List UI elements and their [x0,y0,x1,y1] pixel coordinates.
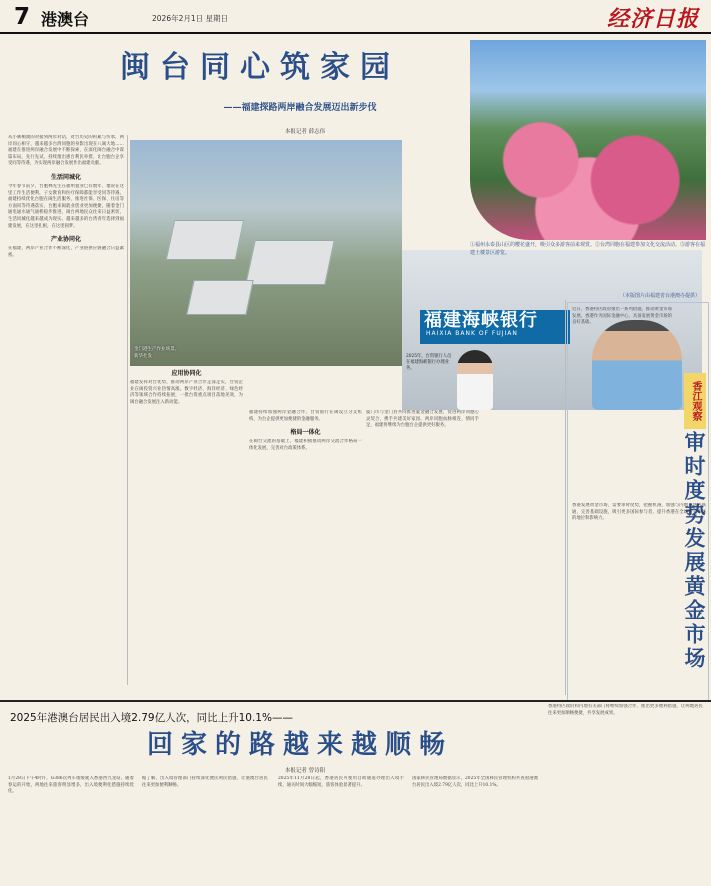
port-photo [130,140,402,366]
article-body: 在闽台交流的基础上，福建积极推动两岸交流合作格局一体化发展，完善对台政策体系。 [249,439,362,451]
commentary-continued: 香港特区政府和内地有关部门将继续加强合作，推出更多便利措施，让两地居民往来更加顺畅便捷，共享发展成果。 [548,704,703,716]
article-body: 福建发挥对台优势，推动两岸产业合作走深走实，台资企业在闽投资兴业热情高涨。数字经济、海洋经济、绿色经济等领域合作持续拓展，一批台资重点项目落地见效，为闽台融合发展注入新动能。 [130,380,243,405]
column-divider [127,135,128,685]
section-subhead: 生活同城化 [50,173,81,181]
column-divider [565,300,566,695]
section-subhead: 应用协同化 [171,370,202,377]
photo-caption: 2025年，台资银行人员在福建海峡银行办理业务。 [406,354,452,372]
page-number: 7 [14,4,31,30]
article-body: 厦门市与金门县共同推进厦金融合发展，促进两岸同胞心灵契合，携手共建美好家园。两岸同胞血脉相连、情同手足，福建将继续为台胞台企提供更好服务。 [366,410,479,429]
photo-caption: 金门港生产作业场景。新华社发 [134,347,179,359]
bank-sign-text: 福建海峡银行 [424,310,538,331]
page-header [0,0,711,34]
warehouse-roof [245,240,335,285]
issue-date: 2026年2月1日 星期日 [152,14,229,23]
bank-sign-english: HAIXIA BANK OF FUJIAN [426,330,518,337]
article-body: 福建持续加强两岸金融合作，台资银行在闽设立分支机构，为台企提供更加便捷的金融服务。 [249,410,362,422]
flowers-caption-box [470,242,706,300]
article-column-4 [366,410,479,682]
commentary-title: 审时度势发展黄金市场 [682,431,707,671]
bottom-column: 国家移民管理局数据显示，2025年全国移民管理机构共查验港澳台居民出入境2.79亿人次，同比上升10.1%。 [412,776,538,788]
warehouse-roof [186,280,253,315]
person-figure [457,350,493,410]
column-tag: 香江观察 [684,373,706,429]
newspaper-masthead: 经济日报 [606,6,699,32]
photo-credit: （本版图片由福建省台港澳办提供） [619,293,700,299]
commentary-body: 近日，香港特区政府推出一系列措施，推动黄金市场发展。香港作为国际金融中心，具备发展黄金市场的良好基础。 [572,307,672,326]
bottom-kicker: 2025年港澳台居民出入境2.79亿人次，同比上升10.1%—— [10,712,293,724]
bottom-column: 1月28日下午4时许，G386次列车缓缓驶入香港西九龙站。随着春运的开始，两地往来旅客明显增多，出入境便利化措施持续优化。 [8,776,134,795]
bottom-column: 2025年11月28日起，香港居民可使用自助通道办理出入境手续，通关时间大幅缩短，旅客体验显著提升。 [278,776,404,788]
bottom-column: 据了解，出入境管理部门持续深化便民利民措施，让港澳台居民往来更加便利顺畅。 [142,776,268,788]
commentary-box [567,302,709,702]
article-body: 在福建，两岸产业合作不断深化，产业链供应链融合日益紧密。 [8,246,124,258]
bottom-byline: 本报记者 曾诗阳 [284,768,326,774]
flowers-photo [470,40,706,240]
section-subhead: 产业协同化 [50,236,81,244]
photo-caption: ①福州永泰县山区的樱花盛开，吸引众多游客前来观赏。②台湾同胞在福建参加文化交流活动。③游客在福建土楼景区游览。 [470,242,706,256]
main-subtitle: ——福建探路两岸融合发展迈出新步伐 [223,103,377,113]
article-body: 从小刺桐渡的对接到两岸对话，对台历史的积累与传承，两岸同心相守，越来越多台湾同胞的身影出现在八闽大地……福建在推进两岸融合发展中不断探索，在深化闽台融合中谋篇布局，先行先试，持续推出惠台利民举措，让台胞台企享受同等待遇，为实现两岸融合发展作出福建贡献。 [8,135,124,167]
warehouse-roof [166,220,245,260]
commentary-body: 香港发展黄金市场，需要审时度势，把握机遇，加强与内地市场的联通，完善基础设施，吸引更多国际参与者，提升香港在全球黄金市场的地位和影响力。 [572,503,706,522]
article-body: 今年春节前夕，台胞林先生在福州置业已有数年，他说在这里工作生活便利，子女教育和医疗保障都能享受同等待遇。福建持续优化台胞在闽生活服务，推进社保、医保、住房等方面同等待遇落实，台胞来闽就业创业更加便捷。随着金门通电通水通气通桥稳步推进，闽台两地民众往来日益密切，生活同城化越来越成为现实。越来越多的台湾青年选择到福建发展，在这里扎根，在这里圆梦。 [8,183,124,229]
section-title: 港澳台 [41,10,90,29]
article-column-2 [130,364,243,682]
main-byline: 本报记者 薛志伟 [284,129,326,135]
article-column-1 [8,135,124,682]
section-subhead: 格局一体化 [290,429,321,437]
article-column-3 [249,410,362,682]
bottom-headline: 回家的路越来越顺畅 [146,730,453,760]
main-headline: 闽台同心筑家园 [120,50,400,85]
